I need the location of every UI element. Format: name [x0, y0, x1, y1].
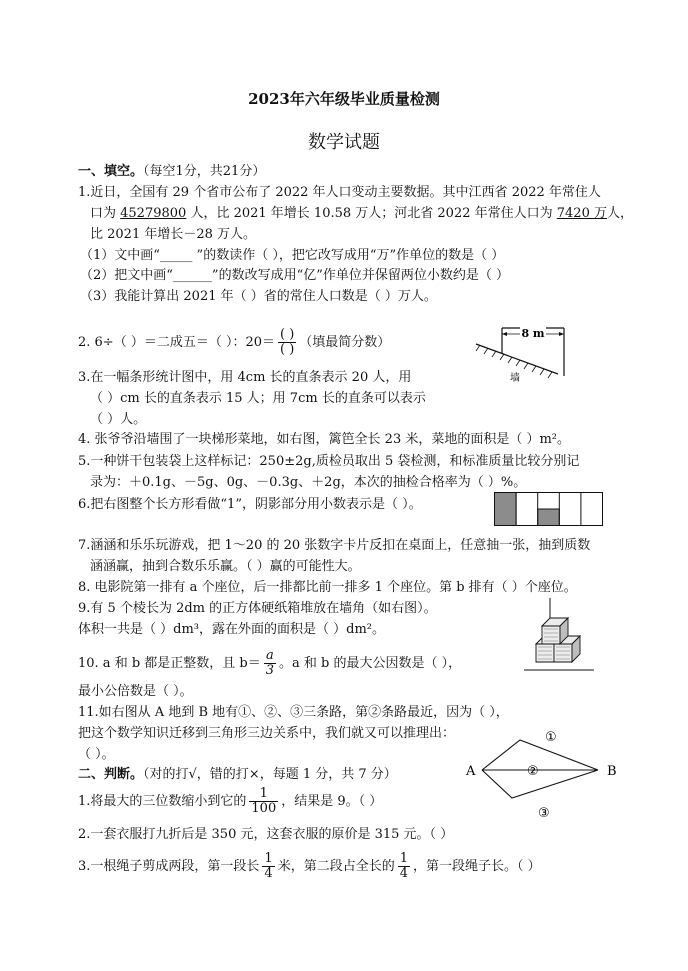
j3-text-b: 米，第二段占全长的: [277, 859, 395, 874]
j3-text-a: 3.一根绳子剪成两段，第一段长: [78, 859, 260, 874]
j2-text: 2.一套衣服打九折后是 350 元，这套衣服的原价是 315 元。（ ）: [78, 827, 454, 842]
j3-frac1-den: 4: [264, 866, 273, 881]
q8-text: 8. 电影院第一排有 a 个座位，后一排都比前一排多 1 个座位。第 b 排有（ ）个座位。: [78, 580, 577, 595]
cube-front-upper: [542, 626, 560, 644]
j3-frac1-num: 1: [264, 851, 273, 866]
q3-line2: （ ）cm 长的直条表示 15 人；用 7cm 长的直条可以表示: [90, 391, 426, 406]
cubes-in-corner-figure: [522, 598, 602, 674]
exam-title: 2023年六年级毕业质量检测: [248, 90, 440, 108]
q4-text: 4. 张爷爷沿墙围了一块梯形菜地，如右图，篱笆全长 23 米，菜地的面积是（ ）m²。: [78, 432, 571, 447]
point-b-label: B: [607, 764, 617, 779]
fence-length-label: 8 m: [521, 327, 545, 340]
q5-line1: 5.一种饼干包装袋上这样标记：250±2g,质检员取出 5 袋检测，和标准质量比较分别记: [78, 454, 580, 469]
q2-text-a: 2. 6÷（ ）＝二成五＝（ ）：20＝: [78, 335, 276, 350]
q1-sub1: （1）文中画“_____ ”的数读作（ ），把它改写成用“万”作单位的数是（ ）: [80, 248, 505, 263]
j1-line: [78, 785, 382, 819]
q7-line1: 7.涵涵和乐乐玩游戏，把 1～20 的 20 张数字卡片反扣在桌面上，任意抽一张，抽到质数: [78, 538, 591, 553]
j1-text-a: 1.将最大的三位数缩小到它的: [78, 794, 247, 809]
q1-line1: 1.近日，全国有 29 个省市公布了 2022 年人口变动主要数据。其中江西省 2022 年常住人: [78, 185, 601, 200]
q2-frac-num: ( ): [280, 327, 295, 342]
q10-frac-num: a: [264, 649, 276, 664]
route-3-label: ③: [538, 806, 550, 821]
j3-fraction-2: [398, 852, 410, 881]
dimension-arrow-left: [502, 332, 507, 336]
q1-sub3: （3）我能计算出 2021 年（ ）省的常住人口数是（ ）万人。: [80, 289, 437, 304]
rectangle-shading-figure: [494, 492, 604, 528]
j3-fraction-1: [262, 852, 274, 881]
j1-frac-num: 1: [249, 787, 278, 802]
q2-fraction: [278, 328, 296, 357]
j3-line: [78, 850, 541, 884]
j3-frac2-den: 4: [399, 866, 408, 881]
q1-line2-a: 口为: [90, 206, 121, 221]
exam-subtitle: 数学试题: [308, 132, 380, 153]
q1-line2-b: 人，比 2021 年增长 10.58 万人；河北省 2022 年常住人口为: [186, 206, 557, 221]
q1-line3: 比 2021 年增长－28 万人。: [90, 227, 257, 242]
route-1-label: ①: [545, 730, 557, 745]
cube-front: [554, 644, 572, 662]
shaded-column: [495, 493, 517, 526]
q2-frac-den: ( ): [280, 342, 295, 357]
route-1-path: [482, 740, 598, 770]
q3-line1: 3.在一幅条形统计图中，用 4cm 长的直条表示 20 人，用: [78, 370, 412, 385]
fence-wall-figure: [466, 320, 586, 390]
j3-frac2-num: 1: [399, 851, 408, 866]
q6-text: 6.把右图整个长方形看做“1”，阴影部分用小数表示是（ ）。: [78, 497, 422, 512]
section1-heading: [78, 163, 265, 180]
route-3-path: [482, 770, 598, 798]
q10-text-a: 10. a 和 b 都是正整数，且 b＝: [78, 656, 261, 671]
q1-sub2: （2）把文中画“______”的数改写成用“亿”作单位并保留两位小数约是（ ）: [80, 268, 509, 283]
route-figure: [460, 728, 630, 824]
q11-line3: （ ）。: [78, 747, 115, 762]
q9-line2: 体积一共是（ ）dm³，露在外面的面积是（ ）dm²。: [78, 622, 385, 637]
q1-line2: [90, 205, 633, 222]
q10-fraction: [264, 649, 276, 678]
q1-line2-c: 人，: [606, 206, 633, 221]
j1-fraction: [249, 787, 278, 816]
section1-heading-note: （每空1分，共21分）: [143, 164, 266, 179]
section2-heading-bold: 二、判断。: [78, 767, 144, 782]
q1-population-hebei: 7420 万: [556, 206, 607, 221]
section2-heading-note: （对的打√，错的打×，每题 1 分，共 7 分）: [143, 767, 397, 782]
q11-line2: 把这个数学知识迁移到三角形三边关系中，我们就又可以推理出：: [78, 726, 456, 741]
j3-text-c: ，第一段绳子长。（ ）: [412, 859, 541, 874]
q7-line2: 涵涵赢，抽到合数乐乐赢。（ ）赢的可能性大。: [90, 559, 361, 574]
q2-text-b: （填最简分数）: [299, 335, 391, 350]
q10-text-b: 。a 和 b 的最大公因数是（ ），: [279, 656, 462, 671]
q1-population-jiangxi: 45279800: [120, 206, 187, 221]
j1-frac-den: 100: [251, 801, 277, 816]
q10-line2: 最小公倍数是（ ）。: [78, 684, 193, 699]
q9-line1: 9.有 5 个棱长为 2dm 的正方体硬纸箱堆放在墙角（如右图）。: [78, 601, 437, 616]
cube-front: [536, 644, 554, 662]
section2-heading: [78, 766, 397, 783]
q3-line3: （ ）人。: [90, 412, 147, 427]
route-2-label: ②: [527, 764, 539, 779]
q10-frac-den: 3: [265, 663, 275, 678]
q10-line1: [78, 648, 461, 680]
q5-line2: 录为：＋0.1g、－5g、0g、－0.3g、＋2g，本次的抽检合格率为（ ）%。: [90, 475, 527, 490]
wall-label: 墙: [510, 373, 520, 384]
section1-heading-bold: 一、填空。: [78, 164, 144, 179]
q11-line1: 11.如右图从 A 地到 B 地有①、②、③三条路，第②条路最近，因为（ ），: [78, 705, 509, 720]
q2-line: [78, 326, 390, 360]
shaded-half-cell: [538, 509, 560, 526]
point-a-label: A: [466, 764, 476, 779]
dimension-arrow-right: [559, 332, 564, 336]
j1-text-b: ，结果是 9。（ ）: [281, 794, 383, 809]
